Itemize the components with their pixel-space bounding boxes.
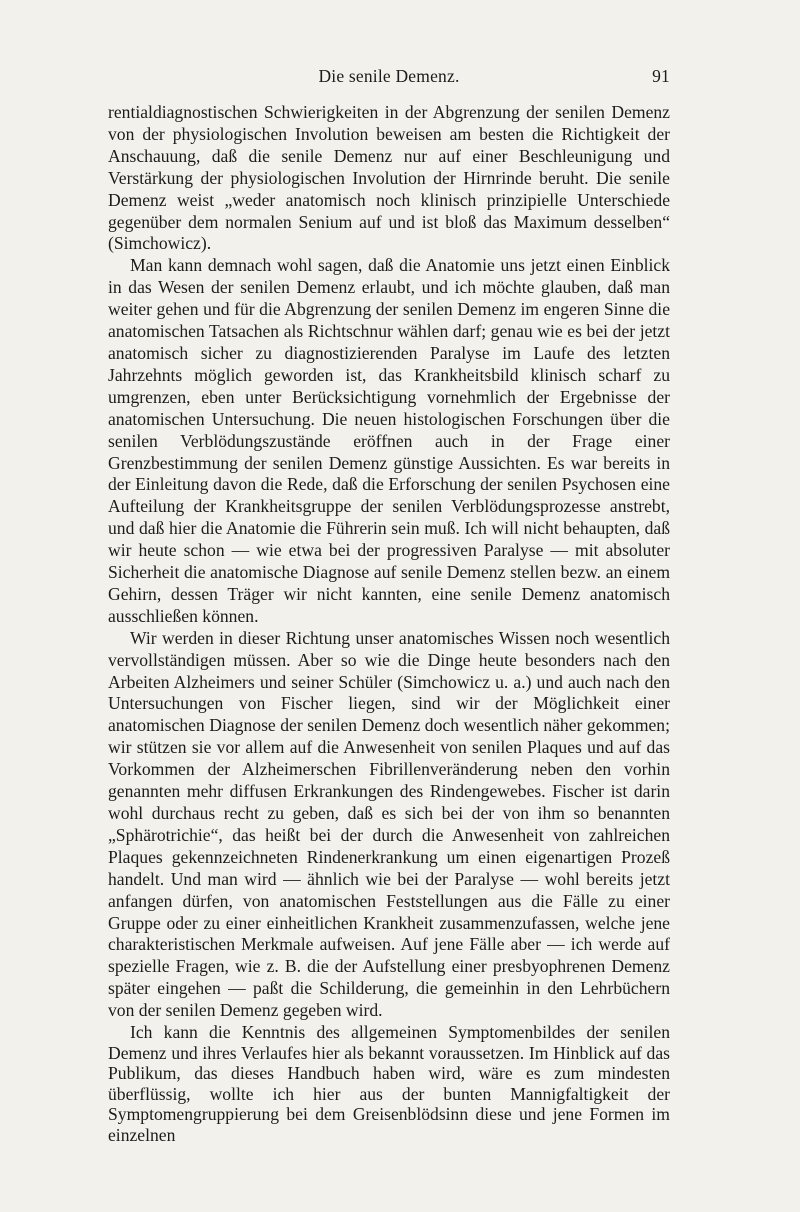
paragraph-4: Ich kann die Kenntnis des allgemeinen Symptomenbildes der senilen Demenz und ihres Verlaufes hier als bekannt voraussetzen. Im Hinblick auf das Publikum, das dieses Handbuch haben wird, wäre es zum mindesten überflüssig, wollte ich hier aus der bunten Mannigfaltigkeit der Symptomengruppierung bei dem Greisenblödsinn diese und jene Formen im einzelnen xyxy=(108,1022,670,1146)
running-title: Die senile Demenz. xyxy=(318,66,460,86)
paragraph-1: rentialdiagnostischen Schwierigkeiten in der Abgrenzung der senilen Demenz von der physiologischen Involution beweisen am besten die Richtigkeit der Anschauung, daß die senile Demenz nur auf einer Beschleunigung und Verstärkung der physiologischen Involution der Hirnrinde beruht. Die senile Demenz weist „weder anatomisch noch klinisch prinzipielle Unterschiede gegenüber dem normalen Senium auf und ist bloß das Maximum desselben“ (Simchowicz). xyxy=(108,102,670,254)
body-text xyxy=(108,102,670,1146)
running-header xyxy=(108,66,670,92)
paragraph-3: Wir werden in dieser Richtung unser anatomisches Wissen noch wesentlich vervollständigen müssen. Aber so wie die Dinge heute besonders nach den Arbeiten Alzheimers und seiner Schüler (Simchowicz u. a.) und auch nach den Untersuchungen von Fischer liegen, sind wir der Möglichkeit einer anatomischen Diagnose der senilen Demenz doch wesentlich näher gekommen; wir stützen sie vor allem auf die Anwesenheit von senilen Plaques und auf das Vorkommen der Alzheimerschen Fibrillenveränderung neben den vorhin genannten mehr diffusen Erkrankungen des Rindengewebes. Fischer ist darin wohl durchaus recht zu geben, daß es sich bei der von ihm so benannten „Sphärotrichie“, das heißt bei der durch die Anwesenheit von zahlreichen Plaques gekennzeichneten Rindenerkrankung um einen eigenartigen Prozeß handelt. Und man wird — ähnlich wie bei der Paralyse — wohl bereits jetzt anfangen dürfen, von anatomischen Feststellungen aus die Fälle zu einer Gruppe oder zu einer einheitlichen Krankheit zusammenzufassen, welche jene charakteristischen Merkmale aufweisen. Auf jene Fälle aber — ich werde auf spezielle Fragen, wie z. B. die der Aufstellung einer presbyophrenen Demenz später eingehen — paßt die Schilderung, die gemeinhin in den Lehrbüchern von der senilen Demenz gegeben wird. xyxy=(108,627,670,1021)
paragraph-2: Man kann demnach wohl sagen, daß die Anatomie uns jetzt einen Einblick in das Wesen der senilen Demenz erlaubt, und ich möchte glauben, daß man weiter gehen und für die Abgrenzung der senilen Demenz im engeren Sinne die anatomischen Tatsachen als Richtschnur wählen darf; genau wie es bei der jetzt anatomisch sicher zu diagnostizierenden Paralyse im Laufe des letzten Jahrzehnts möglich geworden ist, das Krankheitsbild klinisch scharf zu umgrenzen, eben unter Berücksichtigung vornehmlich der Ergebnisse der anatomischen Untersuchung. Die neuen histologischen Forschungen über die senilen Verblödungszustände eröffnen auch in der Frage einer Grenzbestimmung der senilen Demenz günstige Aussichten. Es war bereits in der Einleitung davon die Rede, daß die Erforschung der senilen Psychosen eine Aufteilung der Krankheitsgruppe der senilen Verblödungsprozesse anstrebt, und daß hier die Anatomie die Führerin sein muß. Ich will nicht behaupten, daß wir heute schon — wie etwa bei der progressiven Paralyse — mit absoluter Sicherheit die anatomische Diagnose auf senile Demenz stellen bezw. an einem Gehirn, dessen Träger wir nicht kannten, eine senile Demenz anatomisch ausschließen können. xyxy=(108,255,670,626)
page-number: 91 xyxy=(652,66,670,86)
